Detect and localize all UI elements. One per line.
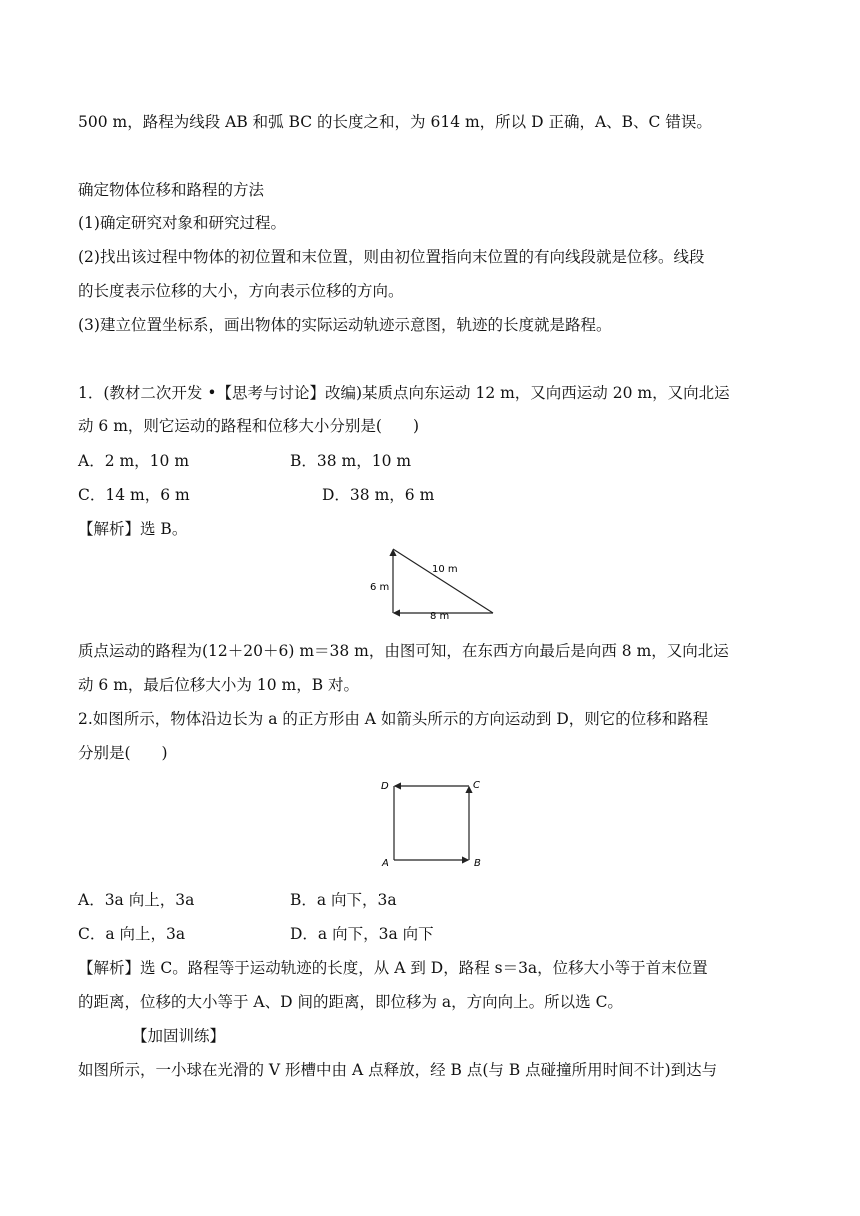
vertex-b-label: B [474, 858, 481, 868]
q2-stem-line2: 分别是( ) [78, 744, 168, 762]
method-item-1: (1)确定研究对象和研究过程。 [78, 214, 286, 232]
q1-explain-line2: 动 6 m，最后位移大小为 10 m，B 对。 [78, 676, 360, 694]
q1-analysis-head: 【解析】选 B。 [78, 520, 188, 538]
vertex-d-label: D [381, 781, 389, 792]
q1-stem-line2: 动 6 m，则它运动的路程和位移大小分别是( ) [78, 417, 420, 435]
q1-option-d: D．38 m，6 m [322, 486, 435, 504]
vertex-c-label: C [473, 780, 480, 791]
base-label: 8 m [430, 611, 450, 619]
q1-explain-line1: 质点运动的路程为(12＋20＋6) m＝38 m，由图可知，在东西方向最后是向西 8 m，又向北运 [78, 642, 729, 660]
q2-analysis-line2: 的距离，位移的大小等于 A、D 间的距离，即位移为 a，方向向上。所以选 C。 [78, 993, 623, 1011]
hypotenuse-label: 10 m [432, 564, 458, 575]
method-item-2: (2)找出该过程中物体的初位置和末位置，则由初位置指向末位置的有向线段就是位移。线段 [78, 248, 705, 266]
q2-square-figure [378, 776, 488, 868]
reinforce-title: 【加固训练】 [132, 1027, 226, 1045]
q2-option-a: A．3a 向上，3a [78, 891, 195, 909]
hypotenuse-line [393, 549, 493, 613]
method-item-3: (3)建立位置坐标系，画出物体的实际运动轨迹示意图，轨迹的长度就是路程。 [78, 316, 612, 334]
q1-option-b: B．38 m，10 m [290, 452, 412, 470]
q2-option-c: C．a 向上，3a [78, 925, 186, 943]
q1-triangle-figure [366, 545, 498, 619]
reinforce-line1: 如图所示，一小球在光滑的 V 形槽中由 A 点释放，经 B 点(与 B 点碰撞所用时间不计)到达与 [78, 1061, 718, 1079]
vertical-label: 6 m [370, 582, 390, 593]
intro-line: 500 m，路程为线段 AB 和弧 BC 的长度之和，为 614 m，所以 D 正确，A、B、C 错误。 [78, 113, 712, 131]
vertex-a-label: A [382, 858, 389, 868]
method-item-2-cont: 的长度表示位移的大小，方向表示位移的方向。 [78, 282, 404, 300]
method-title: 确定物体位移和路程的方法 [78, 181, 265, 199]
q2-option-b: B．a 向下，3a [290, 891, 397, 909]
q2-analysis-line1: 【解析】选 C。路程等于运动轨迹的长度，从 A 到 D，路程 s＝3a，位移大小等于首末位置 [78, 959, 708, 977]
q1-option-c: C．14 m，6 m [78, 486, 190, 504]
q2-stem-line1: 2.如图所示，物体沿边长为 a 的正方形由 A 如箭头所示的方向运动到 D，则它的位移和路程 [78, 710, 709, 728]
q1-option-a: A．2 m，10 m [78, 452, 190, 470]
q2-option-d: D．a 向下，3a 向下 [290, 925, 434, 943]
q1-stem-line1: 1．(教材二次开发 •【思考与讨论】改编)某质点向东运动 12 m，又向西运动 20 m，又向北运 [78, 384, 730, 402]
